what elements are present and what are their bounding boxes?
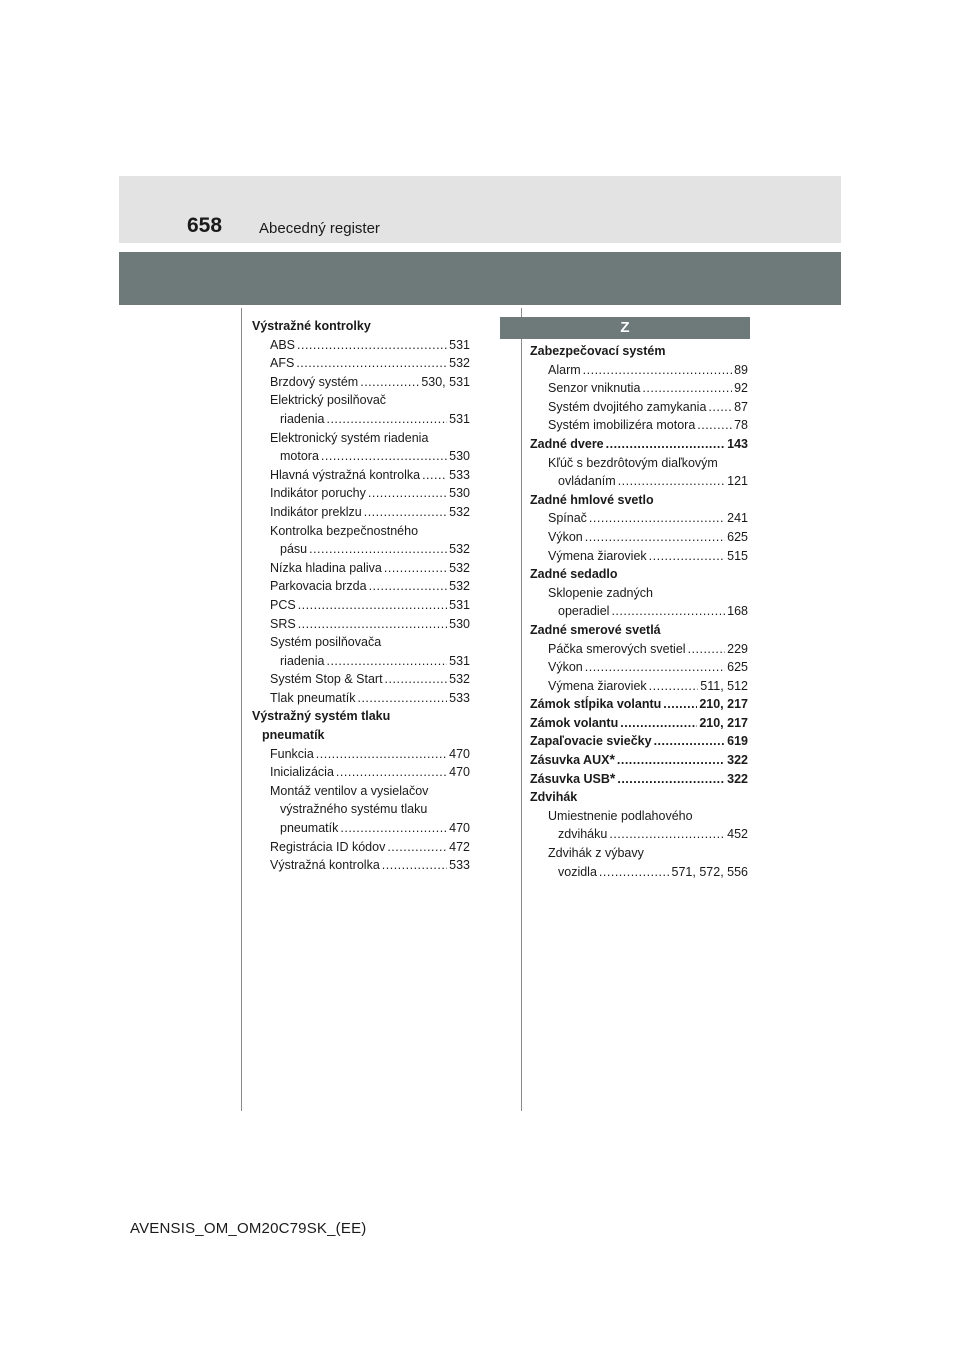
leader-dots xyxy=(609,825,725,844)
page-reference: 452 xyxy=(727,827,748,842)
index-entry xyxy=(252,503,470,522)
index-entry xyxy=(252,559,470,578)
entry-label: Spínač xyxy=(548,511,587,526)
entry-label: vozidla xyxy=(558,864,597,879)
leader-dots xyxy=(708,398,732,417)
letter-heading-z: Z xyxy=(500,317,750,339)
leader-dots xyxy=(298,596,447,615)
entry-label: Indikátor poruchy xyxy=(270,486,366,501)
index-entry xyxy=(252,429,470,448)
entry-label: AFS xyxy=(270,356,295,371)
leader-dots xyxy=(368,484,447,503)
index-entry xyxy=(252,373,470,392)
leader-dots xyxy=(360,373,419,392)
index-entry xyxy=(530,584,748,603)
leader-dots xyxy=(617,751,725,770)
index-heading xyxy=(530,491,748,510)
index-entry xyxy=(530,509,748,528)
index-entry xyxy=(252,652,470,671)
entry-label: ABS xyxy=(270,337,296,352)
entry-label: Kontrolka bezpečnostného xyxy=(270,523,419,538)
section-dark-bar xyxy=(119,252,841,305)
page-reference: 210, 217 xyxy=(699,697,748,712)
entry-label: Zámok stĺpika volantu xyxy=(530,697,662,712)
page-reference: 143 xyxy=(727,436,748,451)
page-reference: 322 xyxy=(727,771,748,786)
entry-label: Systém dvojitého zamykania xyxy=(548,399,707,414)
entry-label: Zapaľovacie sviečky xyxy=(530,734,652,749)
page-reference: 625 xyxy=(727,660,748,675)
page-reference: 87 xyxy=(734,399,748,414)
leader-dots xyxy=(585,528,725,547)
index-entry xyxy=(252,745,470,764)
page-number: 658 xyxy=(187,214,223,237)
index-heading xyxy=(530,621,748,640)
entry-label: Zadné smerové svetlá xyxy=(530,622,661,637)
index-entry xyxy=(252,540,470,559)
index-entry xyxy=(530,844,748,863)
entry-label: operadiel xyxy=(558,604,610,619)
page-reference: 322 xyxy=(727,753,748,768)
page-reference: 530 xyxy=(449,616,470,631)
page-reference: 531 xyxy=(449,337,470,352)
index-entry xyxy=(530,379,748,398)
entry-label: zdviháku xyxy=(558,827,608,842)
leader-dots xyxy=(309,540,447,559)
index-entry xyxy=(252,522,470,541)
page-reference: 168 xyxy=(727,604,748,619)
entry-label: Parkovacia brzda xyxy=(270,579,367,594)
index-entry xyxy=(530,658,748,677)
section-title: Abecedný register xyxy=(259,220,380,237)
page-reference: 511, 512 xyxy=(700,678,748,693)
leader-dots xyxy=(326,652,447,671)
entry-label: Zásuvka USB xyxy=(530,771,610,786)
index-heading xyxy=(252,317,470,336)
leader-dots xyxy=(321,447,447,466)
entry-label: Sklopenie zadných xyxy=(548,585,653,600)
page-reference: 530 xyxy=(449,486,470,501)
entry-label: Indikátor preklzu xyxy=(270,504,362,519)
entry-label: výstražného systému tlaku xyxy=(280,802,428,817)
entry-label: Registrácia ID kódov xyxy=(270,839,386,854)
index-entry xyxy=(252,615,470,634)
leader-dots xyxy=(385,670,448,689)
column-divider-left xyxy=(241,308,242,1111)
entry-label: Výkon xyxy=(548,660,583,675)
header-band xyxy=(119,176,841,243)
page-reference: 470 xyxy=(449,821,470,836)
leader-dots xyxy=(654,732,726,751)
entry-label: Elektronický systém riadenia xyxy=(270,430,429,445)
entry-label: Funkcia xyxy=(270,746,314,761)
index-heading: Zásuvka USB * ..... 322 xyxy=(530,770,748,789)
leader-dots xyxy=(422,466,447,485)
leader-dots xyxy=(336,763,447,782)
leader-dots xyxy=(357,689,447,708)
entry-label: PCS xyxy=(270,597,296,612)
leader-dots xyxy=(298,615,447,634)
leader-dots xyxy=(326,410,447,429)
index-entry xyxy=(530,398,748,417)
entry-label: Zdvihák z výbavy xyxy=(548,846,644,861)
entry-label: Zabezpečovací systém xyxy=(530,344,666,358)
leader-dots xyxy=(364,503,447,522)
entry-label: ovládaním xyxy=(558,474,616,489)
index-entry xyxy=(530,825,748,844)
leader-dots xyxy=(296,354,447,373)
index-entry xyxy=(530,602,748,621)
index-heading xyxy=(252,726,470,745)
page-reference: 78 xyxy=(734,418,748,433)
index-entry xyxy=(252,670,470,689)
index-heading xyxy=(530,565,748,584)
index-entry xyxy=(530,677,748,696)
entry-label: Elektrický posilňovač xyxy=(270,393,387,408)
leader-dots xyxy=(297,336,447,355)
entry-label: pásu xyxy=(280,542,308,557)
page-reference: 532 xyxy=(449,579,470,594)
index-entry xyxy=(252,633,470,652)
page-reference: 92 xyxy=(734,381,748,396)
page-reference: 532 xyxy=(449,672,470,687)
entry-label: riadenia xyxy=(280,653,325,668)
leader-dots xyxy=(316,745,447,764)
document-code: AVENSIS_OM_OM20C79SK_(EE) xyxy=(130,1220,367,1237)
leader-dots xyxy=(585,658,725,677)
entry-label: Systém posilňovača xyxy=(270,635,382,650)
index-heading xyxy=(530,342,748,361)
page-reference: 210, 217 xyxy=(699,715,748,730)
page-reference: 531 xyxy=(449,653,470,668)
entry-label: Výmena žiaroviek xyxy=(548,548,647,563)
entry-label: Alarm xyxy=(548,362,581,377)
entry-label: riadenia xyxy=(280,411,325,426)
index-column-left xyxy=(252,317,470,875)
index-entry xyxy=(252,838,470,857)
entry-label: Výmena žiaroviek xyxy=(548,678,647,693)
index-entry xyxy=(530,547,748,566)
page-reference: 470 xyxy=(449,765,470,780)
entry-label: pneumatík xyxy=(280,821,339,836)
index-entry xyxy=(252,800,470,819)
index-entry xyxy=(252,689,470,708)
index-heading xyxy=(530,788,748,807)
index-entry xyxy=(252,410,470,429)
page-reference: 472 xyxy=(449,839,470,854)
index-entry xyxy=(530,472,748,491)
entry-label: Zámok volantu xyxy=(530,715,619,730)
leader-dots xyxy=(649,677,699,696)
entry-label: Nízka hladina paliva xyxy=(270,560,382,575)
index-entry xyxy=(252,596,470,615)
index-entry xyxy=(252,447,470,466)
entry-label: Kľúč s bezdrôtovým diaľkovým xyxy=(548,455,718,470)
entry-label: Tlak pneumatík xyxy=(270,690,356,705)
page-reference: 619 xyxy=(727,734,748,749)
index-heading: Zásuvka AUX * ..... 322 xyxy=(530,751,748,770)
index-entry xyxy=(530,416,748,435)
leader-dots xyxy=(606,435,726,454)
entry-label: Montáž ventilov a vysielačov xyxy=(270,783,429,798)
entry-label: Systém Stop & Start xyxy=(270,672,383,687)
leader-dots xyxy=(369,577,448,596)
page-reference: 241 xyxy=(727,511,748,526)
entry-label: Výkon xyxy=(548,529,583,544)
leader-dots xyxy=(617,770,725,789)
page-reference: 532 xyxy=(449,542,470,557)
index-heading xyxy=(530,732,748,751)
entry-label: Zadné dvere xyxy=(530,436,604,451)
page-reference: 531 xyxy=(449,597,470,612)
leader-dots xyxy=(663,695,697,714)
leader-dots xyxy=(599,863,670,882)
page-reference: 531 xyxy=(449,411,470,426)
page-reference: 571, 572, 556 xyxy=(671,864,748,879)
index-entry xyxy=(252,354,470,373)
leader-dots xyxy=(384,559,447,578)
index-heading xyxy=(530,435,748,454)
entry-label: Systém imobilizéra motora xyxy=(548,418,696,433)
index-entry xyxy=(252,763,470,782)
index-entry xyxy=(252,466,470,485)
index-entry xyxy=(252,819,470,838)
page-reference: 470 xyxy=(449,746,470,761)
index-entry xyxy=(530,640,748,659)
entry-label: Výstražné kontrolky xyxy=(252,319,371,333)
page-reference: 532 xyxy=(449,560,470,575)
entry-label: Umiestnenie podlahového xyxy=(548,808,693,823)
entry-label: Zadné hmlové svetlo xyxy=(530,492,654,507)
index-entry xyxy=(530,454,748,473)
leader-dots xyxy=(583,361,732,380)
leader-dots xyxy=(620,714,697,733)
leader-dots xyxy=(340,819,447,838)
index-entry xyxy=(530,528,748,547)
leader-dots xyxy=(697,416,732,435)
leader-dots xyxy=(642,379,732,398)
entry-label: Páčka smerových svetiel xyxy=(548,641,686,656)
index-entry xyxy=(530,807,748,826)
page-reference: 532 xyxy=(449,356,470,371)
entry-label: Brzdový systém xyxy=(270,374,359,389)
entry-label: Výstražná kontrolka xyxy=(270,858,380,873)
index-entry xyxy=(252,577,470,596)
page-reference: 533 xyxy=(449,858,470,873)
index-entry xyxy=(252,336,470,355)
page-reference: 533 xyxy=(449,690,470,705)
leader-dots xyxy=(649,547,725,566)
leader-dots xyxy=(589,509,725,528)
leader-dots xyxy=(688,640,726,659)
column-divider-right xyxy=(521,308,522,1111)
page-reference: 121 xyxy=(727,474,748,489)
index-heading xyxy=(252,707,470,726)
entry-label: Zdvihák xyxy=(530,790,578,805)
page-reference: 229 xyxy=(727,641,748,656)
page-reference: 533 xyxy=(449,467,470,482)
leader-dots xyxy=(611,602,725,621)
index-entry xyxy=(252,856,470,875)
entry-label: SRS xyxy=(270,616,296,631)
leader-dots xyxy=(618,472,725,491)
page-reference: 89 xyxy=(734,362,748,377)
entry-label: Zásuvka AUX xyxy=(530,753,610,768)
entry-label: motora xyxy=(280,449,319,464)
entry-label: Hlavná výstražná kontrolka xyxy=(270,467,421,482)
page-reference: 625 xyxy=(727,529,748,544)
leader-dots xyxy=(382,856,447,875)
entry-label: Zadné sedadlo xyxy=(530,567,618,582)
page-reference: 530 xyxy=(449,449,470,464)
index-entry xyxy=(530,863,748,882)
page-reference: 515 xyxy=(727,548,748,563)
page-reference: 532 xyxy=(449,504,470,519)
entry-label: Senzor vniknutia xyxy=(548,381,641,396)
index-entry xyxy=(252,484,470,503)
entry-label: pneumatík xyxy=(262,728,325,743)
entry-label: Výstražný systém tlaku xyxy=(252,709,391,724)
index-heading xyxy=(530,714,748,733)
index-entry xyxy=(252,782,470,801)
index-column-right xyxy=(530,317,748,881)
page-reference: 530, 531 xyxy=(421,374,470,389)
index-heading xyxy=(530,695,748,714)
index-entry xyxy=(252,391,470,410)
entry-label: Inicializácia xyxy=(270,765,334,780)
leader-dots xyxy=(387,838,447,857)
index-entry xyxy=(530,361,748,380)
